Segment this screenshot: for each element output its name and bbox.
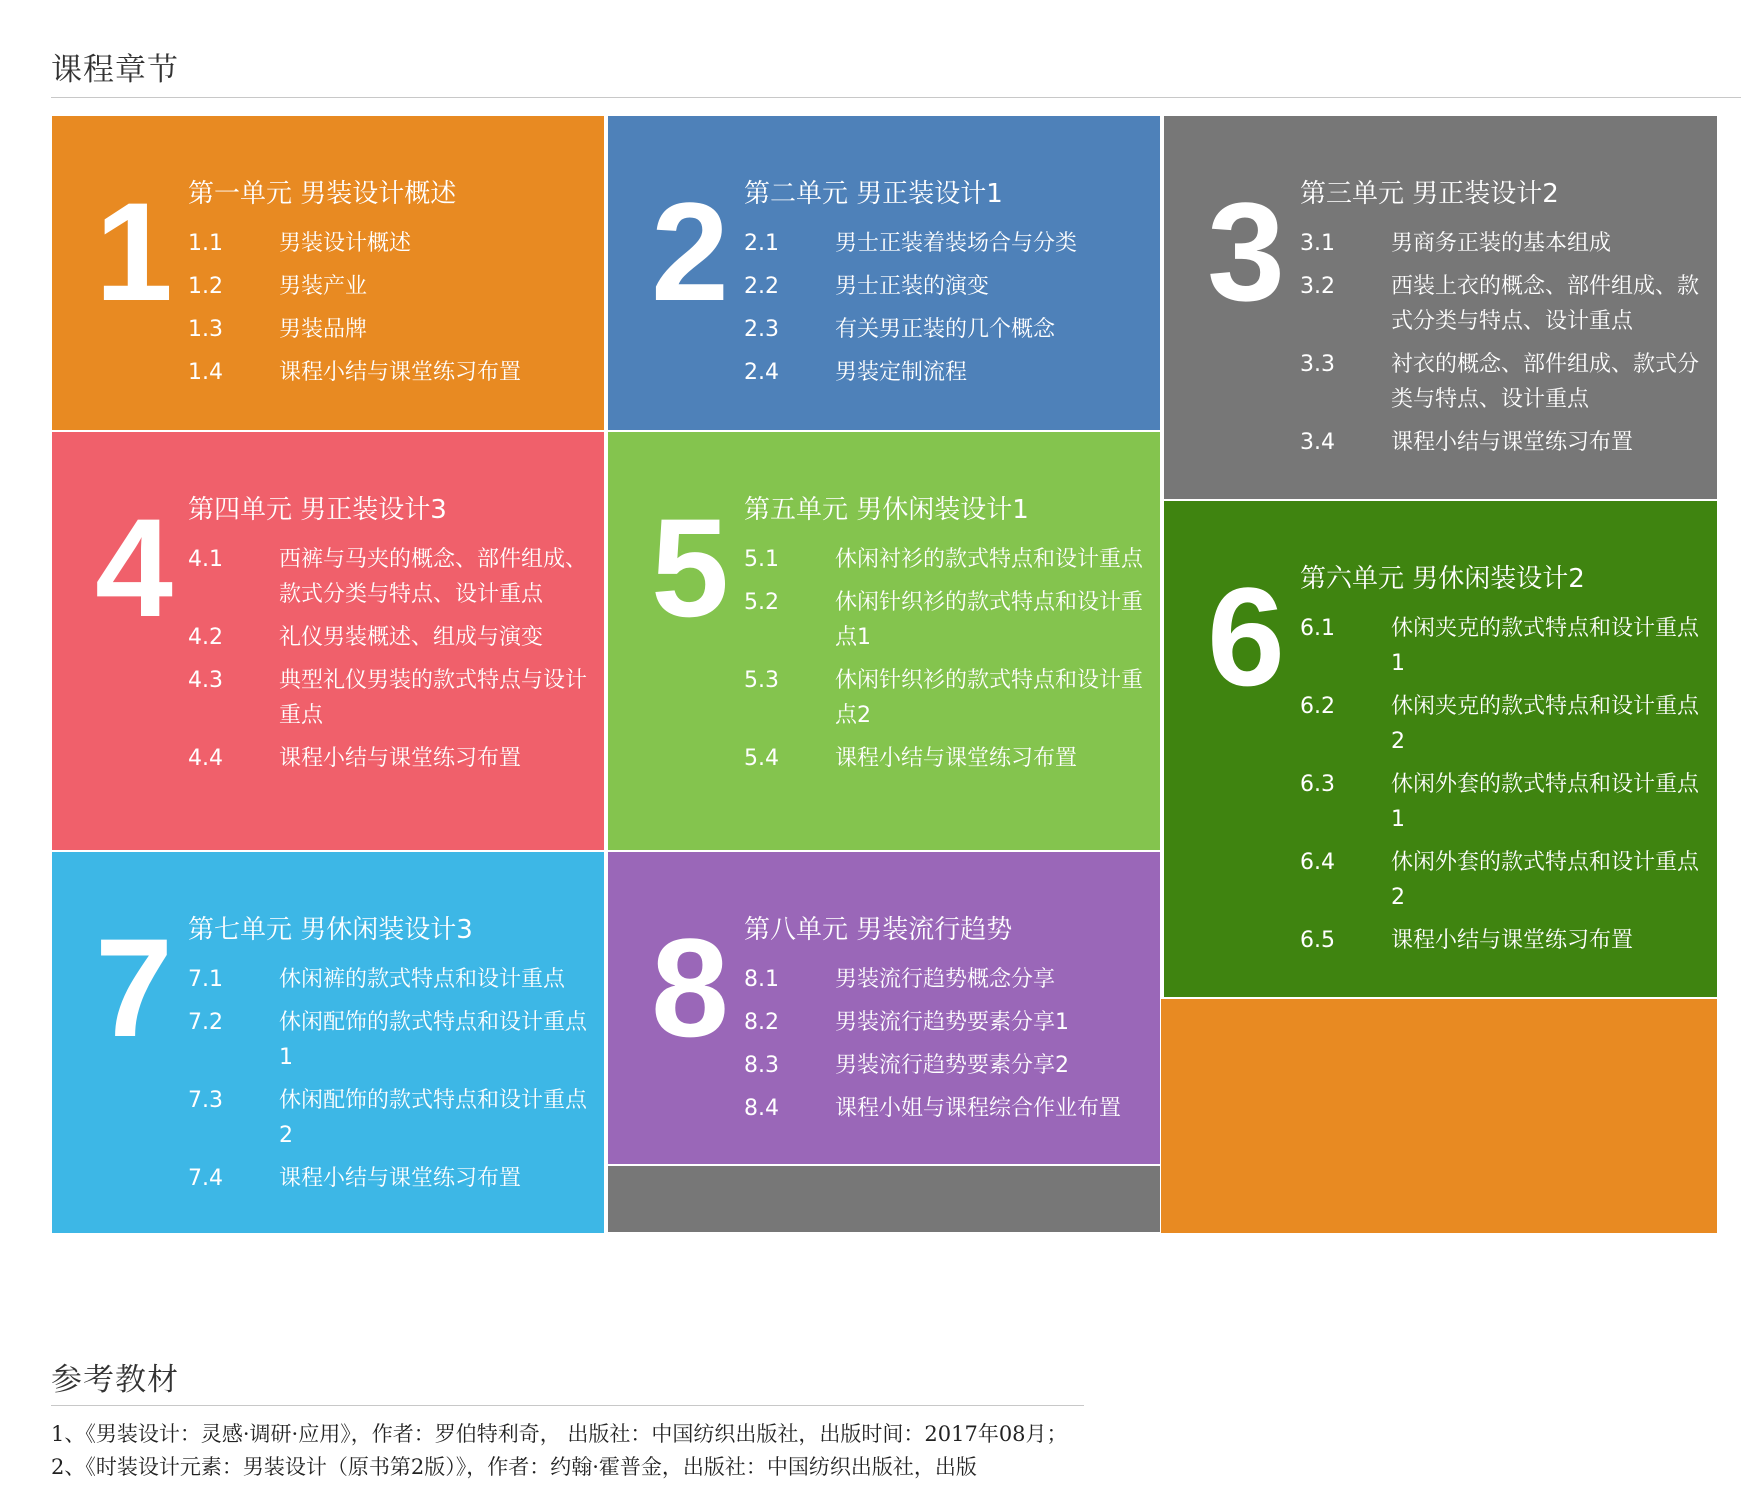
unit-card-7[interactable] — [52, 852, 604, 1233]
lesson-text: 休闲衬衫的款式特点和设计重点 — [835, 547, 1144, 572]
lesson-text: 男装流行趋势概念分享 — [835, 967, 1056, 992]
lesson-code: 2.1 — [744, 231, 779, 256]
references-heading: 参考教材 — [51, 1362, 179, 1398]
lesson-code: 5.1 — [744, 547, 779, 572]
lesson-text: 课程小结与课堂练习布置 — [279, 360, 522, 385]
lesson-item[interactable] — [1300, 689, 1705, 759]
lesson-text: 休闲配饰的款式特点和设计重点1 — [279, 1010, 588, 1070]
lesson-item[interactable] — [188, 1083, 592, 1153]
lesson-code: 6.4 — [1300, 850, 1335, 875]
lesson-text: 男装产业 — [279, 274, 368, 299]
lesson-item[interactable] — [1300, 226, 1705, 261]
lesson-code: 6.2 — [1300, 694, 1335, 719]
lesson-code: 7.4 — [188, 1166, 223, 1191]
lesson-item[interactable] — [744, 962, 1148, 997]
lesson-code: 7.1 — [188, 967, 223, 992]
lesson-text: 休闲针织衫的款式特点和设计重点2 — [835, 668, 1144, 728]
unit-title: 第三单元 男正装设计2 — [1300, 179, 1559, 209]
unit-card-5[interactable] — [608, 432, 1160, 850]
lesson-item[interactable] — [1300, 611, 1705, 681]
lesson-item[interactable] — [1300, 767, 1705, 837]
lesson-text: 休闲配饰的款式特点和设计重点2 — [279, 1088, 588, 1148]
lesson-code: 8.3 — [744, 1053, 779, 1078]
lesson-text: 课程小结与课堂练习布置 — [1391, 430, 1634, 455]
lesson-text: 衬衣的概念、部件组成、款式分类与特点、设计重点 — [1391, 352, 1700, 412]
lesson-code: 1.4 — [188, 360, 223, 385]
references-list — [51, 1418, 1101, 1484]
lesson-code: 5.4 — [744, 746, 779, 771]
lesson-code: 6.3 — [1300, 772, 1335, 797]
reference-item: 2、《时装设计元素：男装设计（原书第2版）》，作者：约翰·霍普金，出版社：中国纺织出版社，出版 — [51, 1455, 977, 1479]
lesson-code: 4.4 — [188, 746, 223, 771]
lesson-code: 8.1 — [744, 967, 779, 992]
lesson-text: 男士正装的演变 — [835, 274, 990, 299]
lesson-code: 8.4 — [744, 1096, 779, 1121]
unit-title: 第二单元 男正装设计1 — [744, 179, 1003, 209]
lesson-code: 4.3 — [188, 668, 223, 693]
lesson-text: 男装流行趋势要素分享2 — [835, 1053, 1069, 1078]
lesson-text: 典型礼仪男装的款式特点与设计重点 — [279, 668, 588, 728]
lesson-text: 休闲外套的款式特点和设计重点1 — [1391, 772, 1700, 832]
lesson-text: 男装品牌 — [279, 317, 368, 342]
lesson-item[interactable] — [744, 269, 1148, 304]
lesson-item[interactable] — [188, 226, 592, 261]
lesson-code: 5.3 — [744, 668, 779, 693]
lesson-text: 课程小结与课堂练习布置 — [279, 746, 522, 771]
lesson-item[interactable] — [1300, 845, 1705, 915]
unit-number: 8 — [651, 909, 729, 1066]
chapters-heading: 课程章节 — [51, 52, 179, 88]
chapters-divider — [51, 97, 1741, 98]
lesson-code: 3.3 — [1300, 352, 1335, 377]
unit-title: 第六单元 男休闲装设计2 — [1300, 564, 1585, 594]
lesson-item[interactable] — [188, 542, 592, 612]
lesson-item[interactable] — [1300, 347, 1705, 417]
lesson-text: 有关男正装的几个概念 — [835, 317, 1056, 342]
lesson-code: 2.4 — [744, 360, 779, 385]
lesson-item[interactable] — [744, 542, 1148, 577]
lesson-text: 礼仪男装概述、组成与演变 — [279, 625, 544, 650]
references-divider — [51, 1405, 1084, 1406]
lesson-text: 男装设计概述 — [279, 231, 412, 256]
unit-number: 2 — [651, 173, 729, 330]
lesson-item[interactable] — [744, 741, 1148, 776]
lesson-item[interactable] — [188, 663, 592, 733]
lesson-item[interactable] — [744, 312, 1148, 347]
lesson-text: 课程小结与课堂练习布置 — [1391, 928, 1634, 953]
lesson-item[interactable] — [188, 269, 592, 304]
unit-number: 6 — [1207, 558, 1285, 715]
unit-number: 3 — [1207, 173, 1285, 330]
lesson-text: 男装流行趋势要素分享1 — [835, 1010, 1069, 1035]
unit-number: 1 — [95, 173, 173, 330]
lesson-text: 课程小姐与课程综合作业布置 — [835, 1096, 1122, 1121]
unit-card-2[interactable] — [608, 116, 1160, 430]
gray-filler-block — [608, 1166, 1160, 1232]
lesson-text: 西装上衣的概念、部件组成、款式分类与特点、设计重点 — [1391, 274, 1700, 334]
lesson-code: 8.2 — [744, 1010, 779, 1035]
lesson-item[interactable] — [744, 226, 1148, 261]
lesson-item[interactable] — [188, 1005, 592, 1075]
lesson-item[interactable] — [188, 355, 592, 390]
lesson-text: 课程小结与课堂练习布置 — [279, 1166, 522, 1191]
lesson-code: 3.2 — [1300, 274, 1335, 299]
lesson-item[interactable] — [744, 1091, 1148, 1126]
lesson-code: 4.2 — [188, 625, 223, 650]
unit-title: 第五单元 男休闲装设计1 — [744, 495, 1029, 525]
lesson-item[interactable] — [1300, 425, 1705, 460]
unit-title: 第四单元 男正装设计3 — [188, 495, 447, 525]
lesson-code: 1.2 — [188, 274, 223, 299]
unit-number: 5 — [651, 489, 729, 646]
lesson-code: 1.3 — [188, 317, 223, 342]
lesson-item[interactable] — [188, 620, 592, 655]
lesson-text: 男商务正装的基本组成 — [1391, 231, 1612, 256]
lesson-code: 2.2 — [744, 274, 779, 299]
unit-card-6[interactable] — [1164, 501, 1717, 997]
lesson-text: 休闲裤的款式特点和设计重点 — [279, 967, 566, 992]
lesson-code: 6.1 — [1300, 616, 1335, 641]
unit-card-4[interactable] — [52, 432, 604, 850]
reference-item: 1、《男装设计：灵感·调研·应用》，作者：罗伯特利奇， 出版社：中国纺织出版社，出版时间：2017年08月； — [51, 1422, 1068, 1446]
lesson-text: 西裤与马夹的概念、部件组成、款式分类与特点、设计重点 — [279, 547, 588, 607]
unit-card-1[interactable] — [52, 116, 604, 430]
lesson-code: 7.2 — [188, 1010, 223, 1035]
lesson-text: 课程小结与课堂练习布置 — [835, 746, 1078, 771]
unit-number: 7 — [95, 909, 173, 1066]
lesson-item[interactable] — [744, 663, 1148, 733]
lesson-text: 休闲夹克的款式特点和设计重点2 — [1391, 694, 1700, 754]
unit-card-8[interactable] — [608, 852, 1160, 1164]
lesson-text: 休闲夹克的款式特点和设计重点1 — [1391, 616, 1700, 676]
lesson-item[interactable] — [744, 355, 1148, 390]
lesson-item[interactable] — [188, 1161, 592, 1196]
lesson-code: 1.1 — [188, 231, 223, 256]
unit-title: 第七单元 男休闲装设计3 — [188, 915, 473, 945]
lesson-code: 6.5 — [1300, 928, 1335, 953]
lesson-item[interactable] — [188, 962, 592, 997]
lesson-text: 休闲外套的款式特点和设计重点2 — [1391, 850, 1700, 910]
lesson-text: 男士正装着装场合与分类 — [835, 231, 1078, 256]
unit-number: 4 — [95, 489, 173, 646]
lesson-code: 5.2 — [744, 590, 779, 615]
lesson-code: 7.3 — [188, 1088, 223, 1113]
lesson-code: 4.1 — [188, 547, 223, 572]
unit-title: 第八单元 男装流行趋势 — [744, 915, 1013, 945]
lesson-item[interactable] — [1300, 269, 1705, 339]
lesson-item[interactable] — [744, 1048, 1148, 1083]
orange-filler-block — [1161, 999, 1717, 1233]
lesson-code: 3.4 — [1300, 430, 1335, 455]
lesson-item[interactable] — [744, 585, 1148, 655]
lesson-code: 3.1 — [1300, 231, 1335, 256]
lesson-text: 男装定制流程 — [835, 360, 968, 385]
lesson-item[interactable] — [188, 312, 592, 347]
lesson-item[interactable] — [1300, 923, 1705, 958]
unit-title: 第一单元 男装设计概述 — [188, 179, 457, 209]
lesson-code: 2.3 — [744, 317, 779, 342]
lesson-text: 休闲针织衫的款式特点和设计重点1 — [835, 590, 1144, 650]
lesson-item[interactable] — [744, 1005, 1148, 1040]
unit-card-3[interactable] — [1164, 116, 1717, 499]
lesson-item[interactable] — [188, 741, 592, 776]
